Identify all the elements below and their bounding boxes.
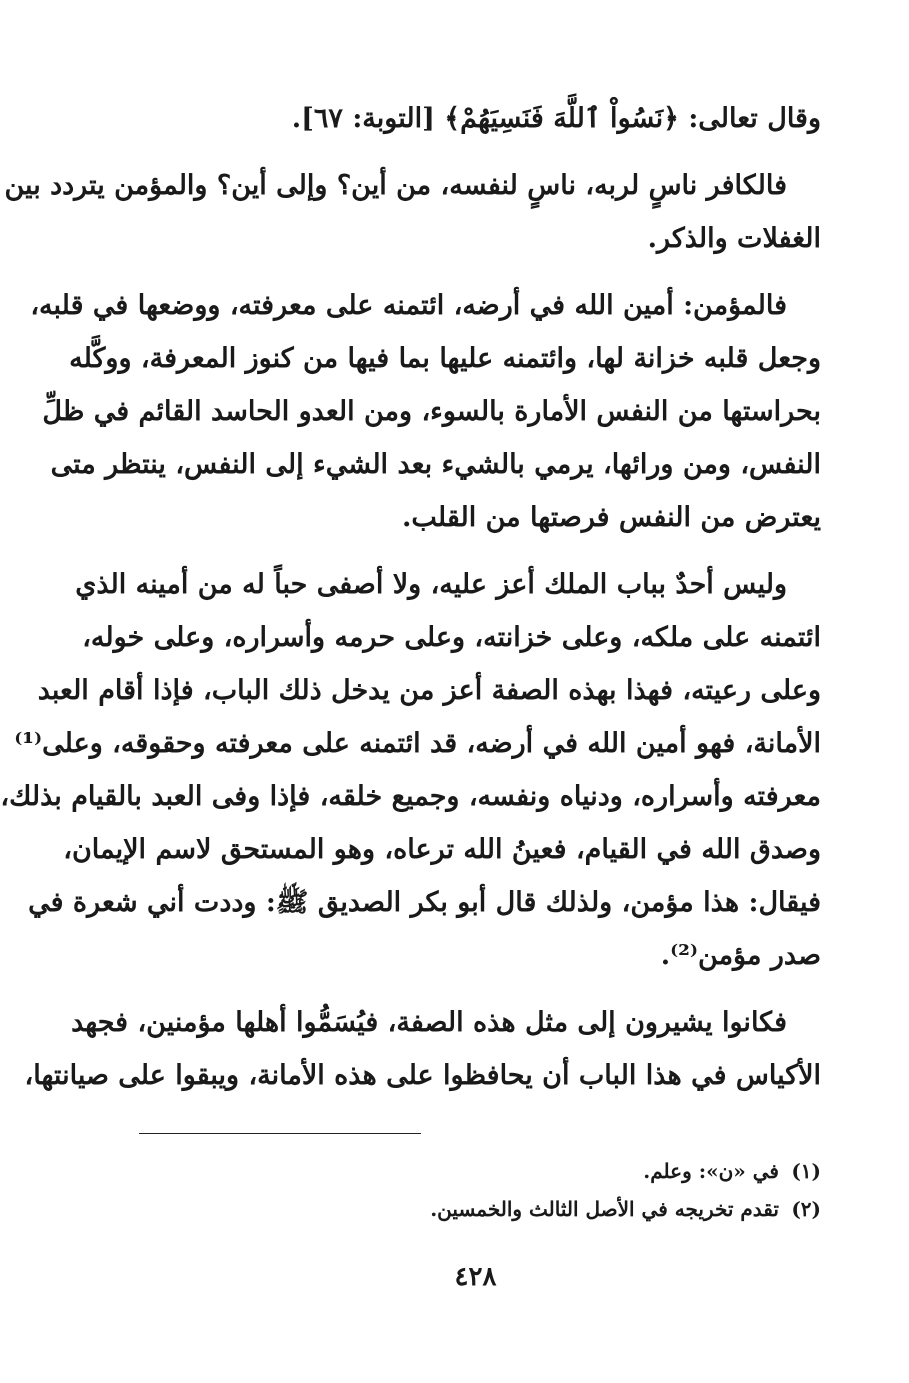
text-line: بحراستها من النفس الأمارة بالسوء، ومن العدو الحاسد القائم في ظلِّ xyxy=(42,396,821,427)
footnote-number: (١) xyxy=(791,1159,821,1183)
paragraph-gap xyxy=(109,265,821,279)
text-line: فالمؤمن: أمين الله في أرضه، ائتمنه على معرفته، ووضعها في قلبه، xyxy=(30,290,787,321)
text-line: وقال تعالى: ﴿نَسُواْ ٱللَّهَ فَنَسِيَهُمْ﴾ [التوبة: ٦٧]. xyxy=(291,103,821,134)
text-line: الأكياس في هذا الباب أن يحافظوا على هذه الأمانة، ويبقوا على صيانتها، xyxy=(24,1060,821,1091)
text-line: فيقال: هذا مؤمن، ولذلك قال أبو بكر الصديق ﷺ: وددت أني شعرة في xyxy=(28,887,821,918)
text-line: فكانوا يشيرون إلى مثل هذه الصفة، فيُسَمُّوا أهلها مؤمنين، فجهد xyxy=(71,1007,787,1038)
footnote-text: تقدم تخريجه في الأصل الثالث والخمسين. xyxy=(430,1197,779,1221)
text-line: النفس، ومن ورائها، يرمي بالشيء بعد الشيء إلى النفس، ينتظر متى xyxy=(50,449,821,480)
paragraph-gap xyxy=(109,982,821,996)
main-text xyxy=(0,92,821,1102)
text-line: فالكافر ناسٍ لربه، ناسٍ لنفسه، من أين؟ وإلى أين؟ والمؤمن يتردد بين xyxy=(4,170,787,201)
footnote-number: (٢) xyxy=(791,1197,821,1221)
footnote xyxy=(109,1190,821,1228)
footnotes xyxy=(109,1152,821,1228)
footnote-divider xyxy=(139,1133,421,1134)
text-line: ائتمنه على ملكه، وعلى خزانته، وعلى حرمه وأسراره، وعلى خوله، xyxy=(82,622,821,653)
text-line: وعلى رعيته، فهذا بهذه الصفة أعز من يدخل ذلك الباب، فإذا أقام العبد xyxy=(37,675,821,706)
text-line: معرفته وأسراره، ودنياه ونفسه، وجميع خلقه، فإذا وفى العبد بالقيام بذلك، xyxy=(0,781,821,812)
text-line: الأمانة، فهو أمين الله في أرضه، قد ائتمنه على معرفته وحقوقه، وعلى⁽¹⁾ xyxy=(14,728,821,759)
page-number: ٤٢٨ xyxy=(454,1262,497,1292)
paragraph-gap xyxy=(109,544,821,558)
text-line: وليس أحدٌ بباب الملك أعز عليه، ولا أصفى حباً له من أمينه الذي xyxy=(75,569,787,600)
text-line: وجعل قلبه خزانة لها، وائتمنه عليها بما فيها من كنوز المعرفة، ووكَّله xyxy=(69,343,821,374)
paragraph-gap xyxy=(109,145,821,159)
footnote xyxy=(109,1152,821,1190)
footnote-text: في «ن»: وعلم. xyxy=(643,1159,779,1183)
text-line: الغفلات والذكر. xyxy=(647,223,821,254)
text-line: يعترض من النفس فرصتها من القلب. xyxy=(401,502,821,533)
text-line: صدر مؤمن⁽²⁾. xyxy=(660,940,821,971)
text-line: وصدق الله في القيام، فعينُ الله ترعاه، وهو المستحق لاسم الإيمان، xyxy=(63,834,821,865)
